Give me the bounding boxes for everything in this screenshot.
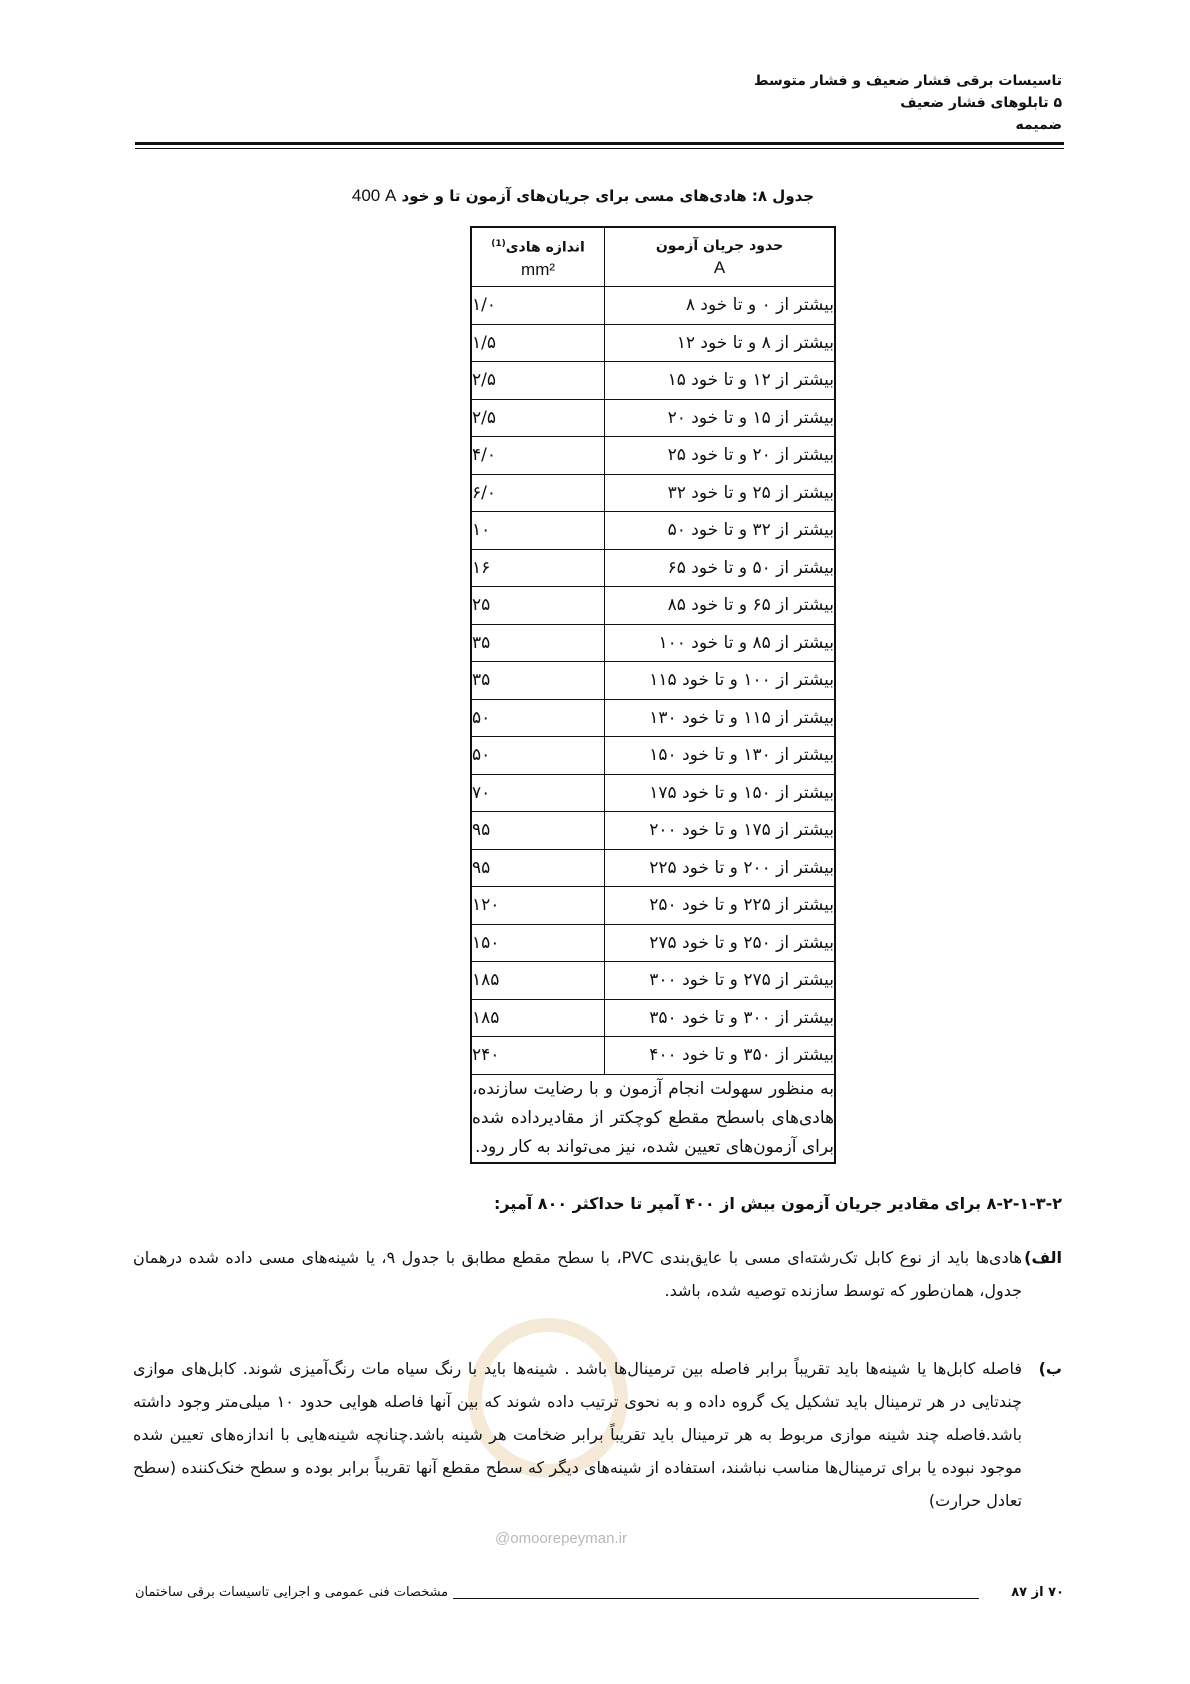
cell-current-range: بیشتر از ۸ و تا خود ۱۲: [605, 324, 835, 362]
table-row: [471, 324, 835, 362]
paragraph-b-text: فاصله کابل‌ها یا شینه‌ها باید تقریباً برابر فاصله بین ترمینال‌ها باشد . شینه‌ها باید با رنگ سیاه مات رنگ‌آمیزی شوند. کابل‌های موازی چندتایی در هر ترمینال باید تشکیل یک گروه داده و به نحوی ترتیب داده شوند که بین آنها فاصله هوایی حدود ۱۰ میلی‌متر وجود داشته باشد.فاصله چند شینه موازی مربوط به هر ترمینال باید تقریباً برابر ضخامت هر شینه باشد.چنانچه شینه‌هایی با اندازه‌های تعیین شده موجود نبوده یا برای ترمینال‌ها مناسب نباشند، استفاده از شینه‌های دیگر که سطح مقطع آنها تقریباً برابر بوده و سطح خنک‌کننده (سطح تعادل حرارت): [133, 1359, 1023, 1510]
table-row: [471, 774, 835, 812]
table-note-row: [471, 1074, 835, 1163]
header-rule-thick: [135, 142, 1064, 145]
table-row: [471, 287, 835, 325]
section-heading: ۸-۲-۱-۳-۲ برای مقادیر جریان آزمون بیش از ۴۰۰ آمپر تا حداکثر ۸۰۰ آمپر:: [493, 1194, 1062, 1213]
page-number: ۷۰ از ۸۷: [1011, 1585, 1064, 1600]
cell-conductor-size: ۲۴۰: [471, 1037, 605, 1075]
paragraph-a-label: الف): [1024, 1248, 1062, 1267]
cell-conductor-size: ۳۵: [471, 662, 605, 700]
table-row: [471, 812, 835, 850]
col-header-range: [605, 227, 835, 287]
cell-conductor-size: ۱۶: [471, 549, 605, 587]
table-row: [471, 1037, 835, 1075]
paragraph-b: [133, 1352, 1062, 1517]
cell-conductor-size: ۱۵۰: [471, 924, 605, 962]
cell-current-range: بیشتر از ۱۳۰ و تا خود ۱۵۰: [605, 737, 835, 775]
col-header-range-unit: A: [713, 258, 726, 277]
cell-conductor-size: ۵۰: [471, 699, 605, 737]
cell-current-range: بیشتر از ۲۵ و تا خود ۳۲: [605, 474, 835, 512]
header-line-1: تاسیسات برقی فشار ضعیف و فشار متوسط: [753, 73, 1062, 89]
table-row: [471, 474, 835, 512]
table-row: [471, 437, 835, 475]
cell-current-range: بیشتر از ۱۷۵ و تا خود ۲۰۰: [605, 812, 835, 850]
cell-current-range: بیشتر از ۳۲ و تا خود ۵۰: [605, 512, 835, 550]
cell-current-range: بیشتر از ۱۵ و تا خود ۲۰: [605, 399, 835, 437]
col-header-size: [471, 227, 605, 287]
table-row: [471, 549, 835, 587]
footer-title: مشخصات فنی عمومی و اجرایی تاسیسات برقی ساختمان: [135, 1585, 449, 1600]
header-line-2: ۵ تابلوهای فشار ضعیف: [900, 95, 1062, 111]
table-row: [471, 962, 835, 1000]
table-note: به منظور سهولت انجام آزمون و با رضایت سازنده، هادی‌های باسطح مقطع کوچکتر از مقادیرداده شده برای آزمون‌های تعیین شده، نیز می‌تواند به کار رود.: [471, 1074, 835, 1163]
cell-current-range: بیشتر از ۲۰ و تا خود ۲۵: [605, 437, 835, 475]
page-footer: [135, 1585, 1064, 1609]
cell-current-range: بیشتر از ۱۱۵ و تا خود ۱۳۰: [605, 699, 835, 737]
cell-conductor-size: ۹۵: [471, 849, 605, 887]
cell-current-range: بیشتر از ۱۰۰ و تا خود ۱۱۵: [605, 662, 835, 700]
col-header-size-footnote: (1): [491, 239, 506, 250]
cell-current-range: بیشتر از ۳۵۰ و تا خود ۴۰۰: [605, 1037, 835, 1075]
table-row: [471, 887, 835, 925]
header-rule-thin: [135, 148, 1064, 149]
cell-current-range: بیشتر از ۲۲۵ و تا خود ۲۵۰: [605, 887, 835, 925]
table-row: [471, 699, 835, 737]
page-header: [462, 70, 1062, 136]
paragraph-a: [133, 1241, 1062, 1307]
cell-conductor-size: ۱۸۵: [471, 962, 605, 1000]
footer-rule: [453, 1598, 979, 1599]
table-row: [471, 924, 835, 962]
cell-conductor-size: ۱/۵: [471, 324, 605, 362]
cell-conductor-size: ۵۰: [471, 737, 605, 775]
cell-conductor-size: ۱۲۰: [471, 887, 605, 925]
col-header-size-unit: mm²: [521, 259, 556, 279]
cell-current-range: بیشتر از ۱۲ و تا خود ۱۵: [605, 362, 835, 400]
cell-current-range: بیشتر از ۲۵۰ و تا خود ۲۷۵: [605, 924, 835, 962]
cell-conductor-size: ۳۵: [471, 624, 605, 662]
table-row: [471, 999, 835, 1037]
cell-conductor-size: ۷۰: [471, 774, 605, 812]
watermark-site: @omoorepeyman.ir: [495, 1530, 627, 1547]
paragraph-b-label: ب): [1038, 1359, 1062, 1378]
cell-current-range: بیشتر از ۵۰ و تا خود ۶۵: [605, 549, 835, 587]
table-caption-unit: 400 A: [351, 186, 397, 205]
cell-current-range: بیشتر از ۰ و تا خود ۸: [605, 287, 835, 325]
table-row: [471, 624, 835, 662]
cell-conductor-size: ۶/۰: [471, 474, 605, 512]
table-row: [471, 362, 835, 400]
cell-current-range: بیشتر از ۸۵ و تا خود ۱۰۰: [605, 624, 835, 662]
table-row: [471, 849, 835, 887]
cell-conductor-size: ۴/۰: [471, 437, 605, 475]
table-row: [471, 662, 835, 700]
cell-current-range: بیشتر از ۲۰۰ و تا خود ۲۲۵: [605, 849, 835, 887]
table-header-row: [471, 227, 835, 287]
cell-conductor-size: ۲۵: [471, 587, 605, 625]
cell-conductor-size: ۲/۵: [471, 399, 605, 437]
cell-current-range: بیشتر از ۳۰۰ و تا خود ۳۵۰: [605, 999, 835, 1037]
cell-conductor-size: ۹۵: [471, 812, 605, 850]
cell-conductor-size: ۱۰: [471, 512, 605, 550]
table-row: [471, 737, 835, 775]
col-header-size-title: اندازه هادی: [505, 239, 585, 256]
conductor-table: [470, 226, 836, 1164]
table-caption: [330, 186, 836, 206]
cell-conductor-size: ۱۸۵: [471, 999, 605, 1037]
table-row: [471, 512, 835, 550]
cell-current-range: بیشتر از ۶۵ و تا خود ۸۵: [605, 587, 835, 625]
paragraph-a-text: هادی‌ها باید از نوع کابل تک‌رشته‌ای مسی با عایق‌بندی PVC، با سطح مقطع مطابق با جدول ۹، یا شینه‌های مسی داده شده درهمان جدول، همان‌طور که توسط سازنده توصیه شده، باشد.: [133, 1248, 1023, 1300]
table-row: [471, 587, 835, 625]
table-caption-text: جدول ۸: هادی‌های مسی برای جریان‌های آزمون تا و خود: [401, 187, 815, 205]
cell-conductor-size: ۱/۰: [471, 287, 605, 325]
table-row: [471, 399, 835, 437]
cell-conductor-size: ۲/۵: [471, 362, 605, 400]
header-line-3: ضمیمه: [1015, 117, 1062, 133]
cell-current-range: بیشتر از ۲۷۵ و تا خود ۳۰۰: [605, 962, 835, 1000]
cell-current-range: بیشتر از ۱۵۰ و تا خود ۱۷۵: [605, 774, 835, 812]
table-body: [471, 287, 835, 1075]
col-header-range-title: حدود جریان آزمون: [655, 238, 784, 254]
